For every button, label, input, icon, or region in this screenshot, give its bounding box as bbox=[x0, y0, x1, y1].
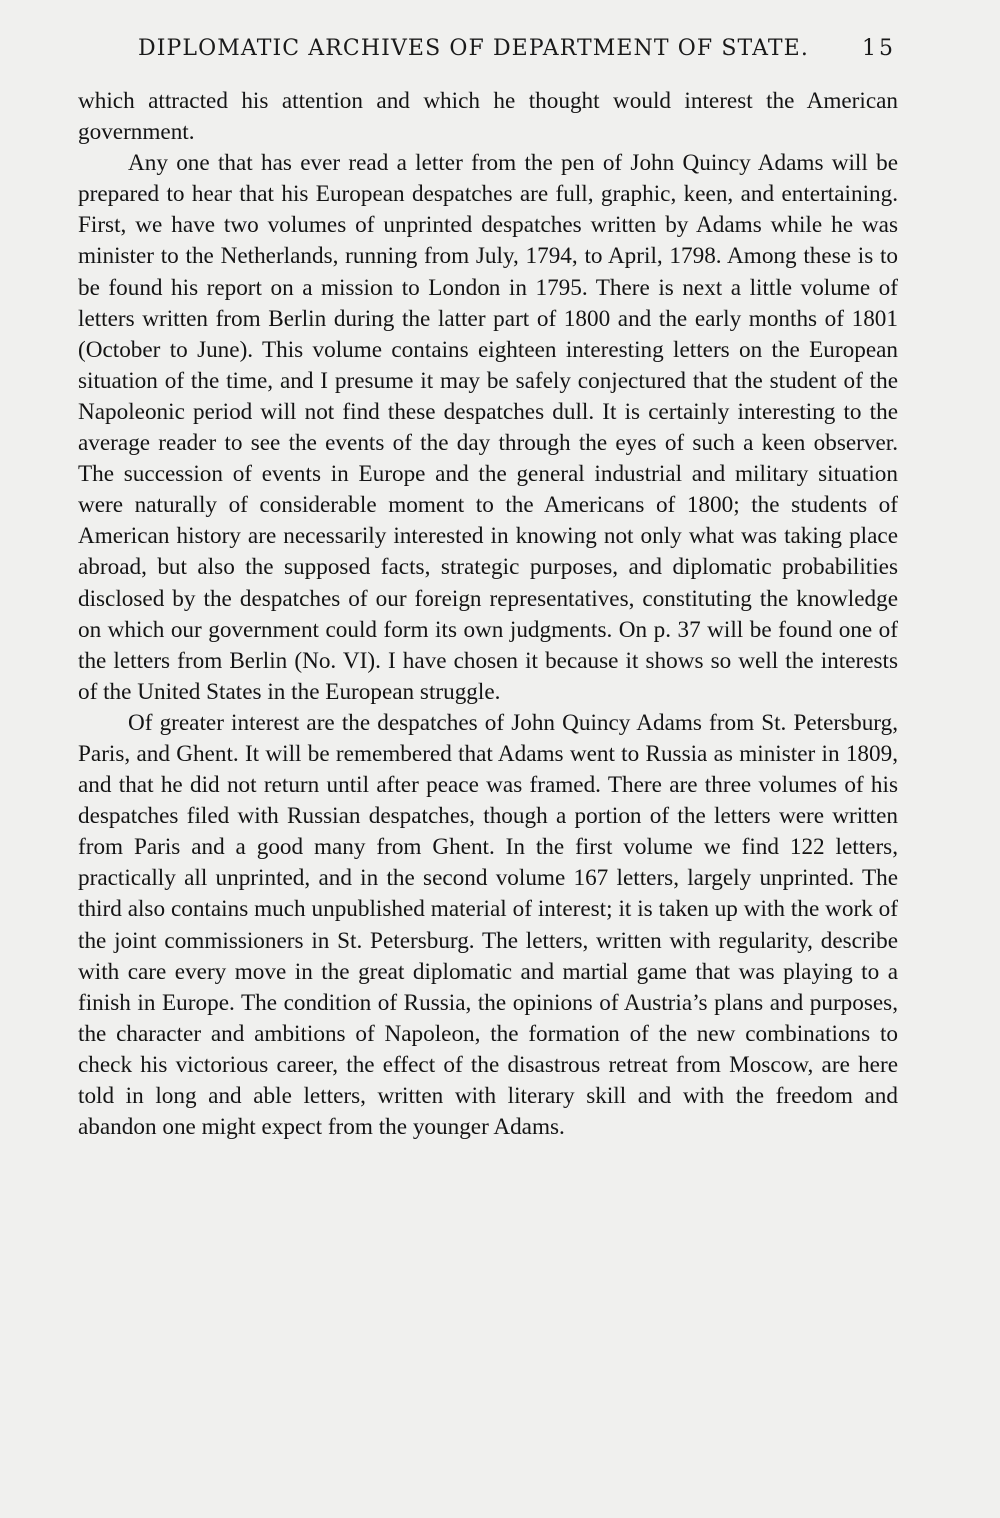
paragraph-continuation: which attracted his attention and which he thought would interest the American government. bbox=[78, 88, 898, 146]
body-text bbox=[78, 86, 898, 1143]
running-head: DIPLOMATIC ARCHIVES OF DEPARTMENT OF STATE. bbox=[138, 36, 809, 61]
paragraph-berlin-despatches: Any one that has ever read a letter from the pen of John Quincy Adams will be prepared to hear that his European despatches are full, graphic, keen, and entertaining. First, we have two volumes of unprinted despatches written by Adams while he was minister to the Netherlands, running from July, 1794, to April, 1798. Among these is to be found his report on a mission to London in 1795. There is next a little volume of letters written from Berlin during the latter part of 1800 and the early months of 1801 (October to June). This volume contains eighteen interesting letters on the European situation of the time, and I presume it may be safely conjectured that the student of the Napoleonic period will not find these despatches dull. It is certainly interesting to the average reader to see the events of the day through the eyes of such a keen observer. The succession of events in Europe and the general industrial and military situation were naturally of considerable moment to the Americans of 1800; the students of American history are necessarily interested in knowing not only what was taking place abroad, but also the supposed facts, strategic purposes, and diplomatic probabilities disclosed by the despatches of our foreign representatives, constituting the knowledge on which our government could form its own judgments. On p. 37 will be found one of the letters from Berlin (No. VI). I have chosen it because it shows so well the interests of the United States in the European struggle. bbox=[78, 150, 898, 705]
page-header bbox=[78, 36, 898, 68]
page-number: 15 bbox=[862, 36, 896, 61]
paragraph-russia-despatches: Of greater interest are the despatches of John Quincy Adams from St. Petersburg, Paris, and Ghent. It will be remembered that Adams went to Russia as minister in 1809, and that he did not return until after peace was framed. There are three volumes of his despatches filed with Russian despatches, though a portion of the letters were written from Paris and a good many from Ghent. In the first volume we find 122 letters, practically all unprinted, and in the second volume 167 letters, largely unprinted. The third also contains much unpublished material of interest; it is taken up with the work of the joint commissioners in St. Petersburg. The letters, written with regularity, describe with care every move in the great diplomatic and martial game that was playing to a finish in Europe. The condition of Russia, the opinions of Austria’s plans and purposes, the character and ambitions of Napoleon, the formation of the new combinations to check his victorious career, the effect of the disastrous retreat from Moscow, are here told in long and able letters, written with literary skill and with the freedom and abandon one might expect from the younger Adams. bbox=[78, 709, 898, 1141]
